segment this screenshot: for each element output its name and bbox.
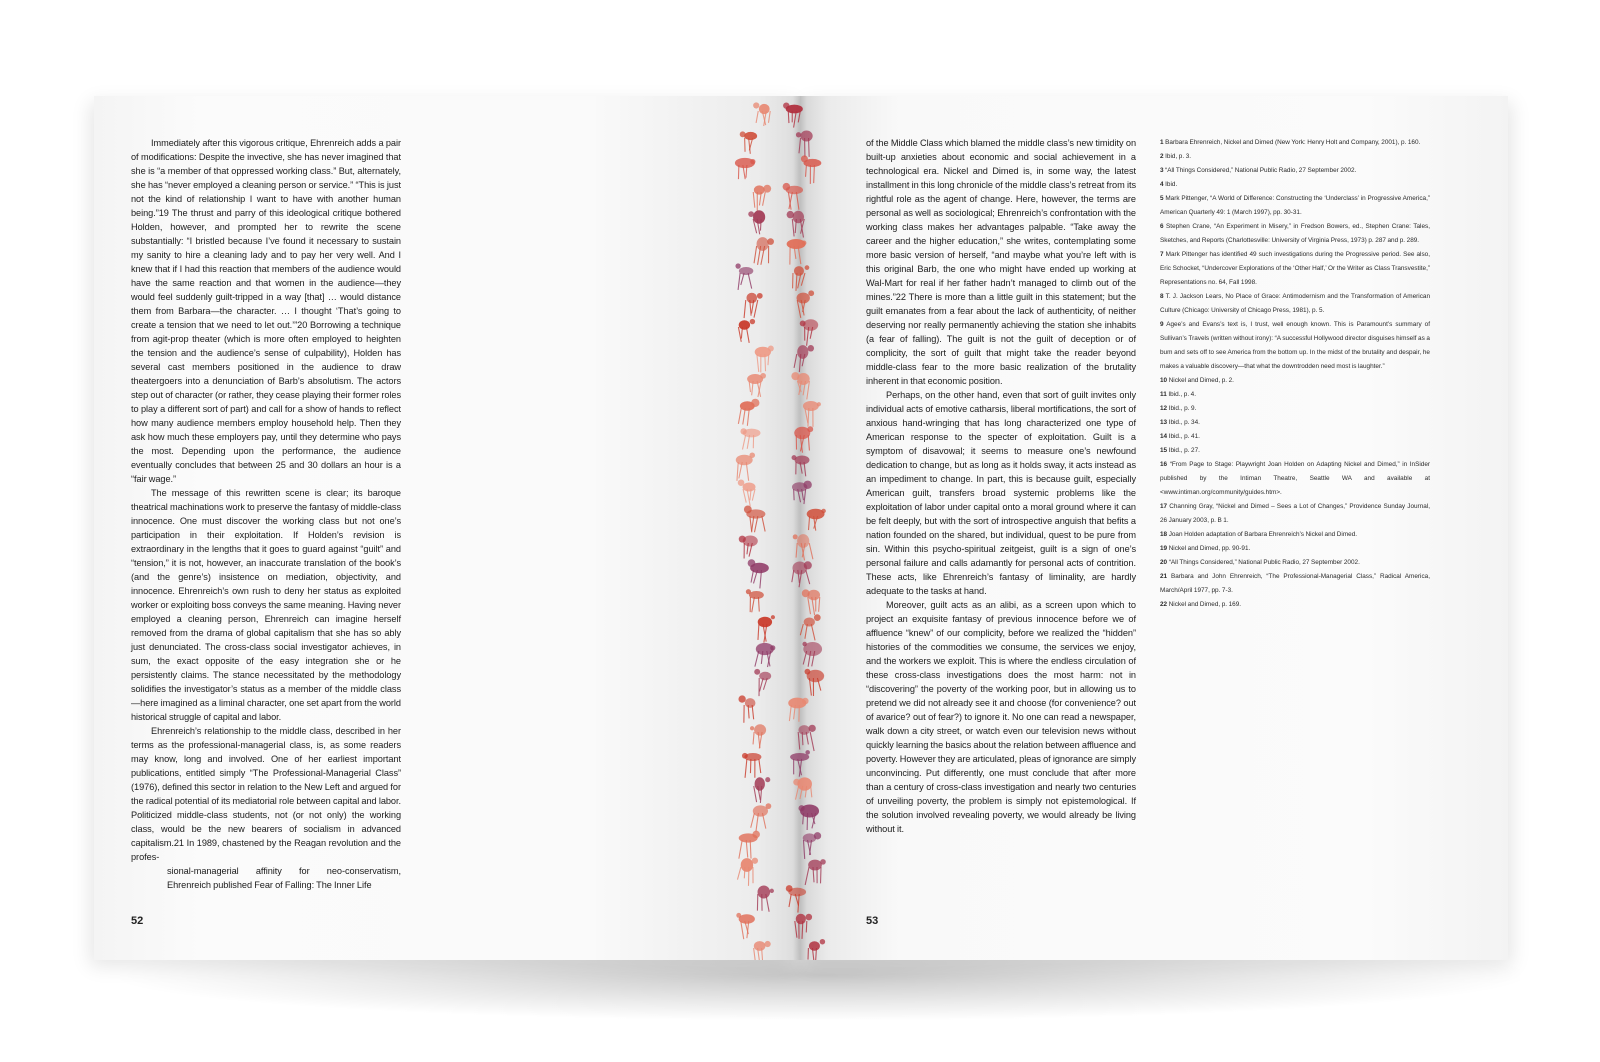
endnote-number: 3 xyxy=(1160,167,1164,174)
figure-mark xyxy=(739,535,758,558)
endnote-text: Ibid., p. 41. xyxy=(1168,433,1200,440)
endnote-number: 18 xyxy=(1160,531,1168,538)
endnote-text: Ibid., p. 34. xyxy=(1168,419,1200,426)
figure-mark xyxy=(802,642,822,667)
endnote-number: 5 xyxy=(1160,195,1164,202)
endnote-text: T. J. Jackson Lears, No Place of Grace: Antimodernism and the Transformation of American Culture (Chicago: University of Chicago Press, 1981), p. 5. xyxy=(1160,293,1430,314)
endnote-number: 12 xyxy=(1160,405,1168,412)
endnote xyxy=(1160,430,1430,444)
figure-mark xyxy=(738,319,755,343)
endnote-text: “All Things Considered,” National Public Radio, 27 September 2002. xyxy=(1165,167,1357,174)
endnote-number: 16 xyxy=(1160,461,1168,468)
figure-mark xyxy=(792,561,812,587)
body-paragraph: sional-managerial affinity for neo-conservatism, Ehrenreich published Fear of Falling: The Inner Life xyxy=(167,866,401,890)
figure-mark xyxy=(740,131,757,153)
endnote-number: 15 xyxy=(1160,447,1168,454)
figure-mark xyxy=(754,669,771,696)
right-body-column xyxy=(866,136,1136,836)
figure-mark xyxy=(793,265,810,291)
figure-mark xyxy=(791,372,809,399)
endnote-number: 9 xyxy=(1160,321,1164,328)
endnote-text: “All Things Considered,” National Public Radio, 27 September 2002. xyxy=(1168,559,1360,566)
figure-mark xyxy=(792,455,810,476)
figure-mark xyxy=(735,158,756,179)
endnote-number: 10 xyxy=(1160,377,1168,384)
endnote xyxy=(1160,136,1430,150)
endnote xyxy=(1160,164,1430,178)
figure-mark xyxy=(783,102,803,127)
figure-mark xyxy=(757,886,774,912)
figure-mark xyxy=(797,290,815,318)
endnote-number: 14 xyxy=(1160,433,1168,440)
endnote-number: 19 xyxy=(1160,545,1168,552)
figure-mark xyxy=(736,913,755,939)
endnote xyxy=(1160,402,1430,416)
endnote xyxy=(1160,444,1430,458)
endnote-number: 8 xyxy=(1160,293,1164,300)
endnote-number: 2 xyxy=(1160,153,1164,160)
figure-mark xyxy=(753,102,770,126)
endnote-text: Agee’s and Evans’s text is, I trust, well enough known. This is Paramount’s summary of Sullivan’s Travels (written without irony): “A successful Hollywood director disguises himself as a bum and sets off to see America from the bottom up. In the midst of the brutality and despair, he makes a valuable discovery—that what the downtrodden need most is laughter.” xyxy=(1160,321,1430,370)
figure-mark xyxy=(800,319,818,346)
endnote xyxy=(1160,528,1430,542)
endnote-number: 6 xyxy=(1160,223,1164,230)
figure-mark xyxy=(801,155,821,184)
figure-mark xyxy=(751,803,772,831)
endnote-number: 4 xyxy=(1160,181,1164,188)
figure-mark xyxy=(738,695,755,722)
endnote-number: 21 xyxy=(1160,573,1168,580)
endnote-number: 7 xyxy=(1160,251,1164,258)
figure-illustration-strip-right xyxy=(780,96,830,960)
figure-mark xyxy=(800,614,820,640)
endnote xyxy=(1160,458,1430,500)
left-body-column xyxy=(131,136,401,892)
endnote-text: Mark Pittenger, “A World of Difference: Constructing the ‘Underclass’ in Progressive America,” American Quarterly 49: 1 (March 1997), pp. 30-31. xyxy=(1160,195,1430,216)
endnote-number: 20 xyxy=(1160,559,1168,566)
endnote-number: 1 xyxy=(1160,139,1164,146)
endnote xyxy=(1160,598,1430,612)
endnote xyxy=(1160,192,1430,220)
endnote-text: Mark Pittenger has identified 49 such investigations during the Progressive period. See also, Eric Schocket, “Undercover Explorations of the ‘Other Half,’ Or the Writer as Class Transvestite,” Representations no. 64, Fall 1998. xyxy=(1160,251,1431,286)
figure-mark xyxy=(793,777,812,799)
figure-mark xyxy=(758,615,775,643)
figure-mark xyxy=(798,804,819,830)
figure-illustration-strip-left xyxy=(730,96,780,960)
endnote-text: “From Page to Stage: Playwright Joan Holden on Adapting Nickel and Dimed,” in InSider published by the Intiman Theatre, Seattle WA and available at <www.intiman.org/community/guides.htm>. xyxy=(1160,461,1431,496)
endnote xyxy=(1160,178,1430,192)
figure-mark xyxy=(737,858,758,886)
endnote-text: Ibid, p. 3. xyxy=(1165,153,1192,160)
figure-mark xyxy=(795,914,812,939)
body-paragraph: of the Middle Class which blamed the middle class’s new timidity on built-up anxieties about economic and social achievement in a technological era. Nickel and Dimed is, in some way, the latest installment in this long chronicle of the middle class’s retreat from its rightful role as the agent of change. Here, however, the terms are personal as well as sociological; Ehrenreich’s confrontation with the working class makes her advantages palpable. “Take away the career and the higher education,” she writes, contemplating some more basic version of herself, “and maybe what you’re left with is this original Barb, the one who might have ended up working at Wal-Mart for real if her father hadn’t managed to climb out of the mines.”22 There is more than a little guilt in this statement; but the guilt emanates from a fear about the lack of authenticity, of neither deserving nor really permanently achieving the station she inhabits (a fear of falling). The guilt is not the guilt of deception or of complicity, the sort of guilt that might take the reader beyond middle-class fear to the more basic realization of the brutality inherent in that economic position. xyxy=(866,138,1136,386)
body-paragraph: Immediately after this vigorous critique, Ehrenreich adds a pair of modifications: Despite the invective, she has never imagined that she is “a member of that oppressed working class.” But, alternately, she has “never employed a cleaning person or service.” “This is just not the kind of relationship I want to have with another human being.”19 The thrust and parry of this ideological critique bothered Holden, however, and prompted her to rewrite the scene substantially: “I bristled because I’ve found it necessary to sustain my sanity to hire a cleaning lady and to pay her very well. And I knew that if I had this reaction that members of the audience would have the same reaction and that women in the audience—they would feel suddenly guilt-tripped in a way [that] … would distance them from Barbara—the character. … I thought ‘That’s going to create a tension that we need to let out.’”20 Borrowing a technique from agit-prop theater (which is more often employed to heighten the tension and the audience’s sense of culpability), Holden has several cast members positioned in the audience to draw theatergoers into a denunciation of Barb’s absolutism. The actors step out of character (or rather, they cease playing their former roles to play a different sort of part) and call for a show of hands to reflect how many audience members employ household help. Then they ask how much these employers pay, until they determine who pays the most. Depending upon the performance, the audience eventually concludes that between 25 and 30 dollars an hour is a “fair wage.” xyxy=(131,138,401,484)
figure-mark xyxy=(754,941,771,960)
endnote xyxy=(1160,374,1430,388)
endnote xyxy=(1160,416,1430,430)
figure-mark xyxy=(793,534,813,560)
figure-mark xyxy=(796,130,813,156)
endnote-number: 11 xyxy=(1160,391,1167,398)
figure-mark xyxy=(807,509,826,531)
figure-mark xyxy=(754,777,771,803)
endnote-text: Barbara and John Ehrenreich, “The Professional-Managerial Class,” Radical America, March/April 1977, pp. 7-3. xyxy=(1160,573,1430,594)
endnote-text: Joan Holden adaptation of Barbara Ehrenreich’s Nickel and Dimed. xyxy=(1168,531,1358,538)
figure-mark xyxy=(742,753,761,778)
endnote-text: Stephen Crane, “An Experiment in Misery,” in Fredson Bowers, ed., Stephen Crane: Tales, Sketches, and Reports (Charlottesville: University of Virginia Press, 1973) p. 287 and p. 289. xyxy=(1160,223,1430,244)
figure-mark xyxy=(750,724,766,748)
endnote-text: Nickel and Dimed, p. 169. xyxy=(1168,601,1242,608)
endnote-text: Ibid., p. 27. xyxy=(1168,447,1200,454)
endnote-text: Channing Gray, “Nickel and Dimed – Sees a Lot of Changes,” Providence Sunday Journal, 26 January 2003, p. B 1. xyxy=(1160,503,1430,524)
endnote xyxy=(1160,290,1430,318)
endnote-text: Barbara Ehrenreich, Nickel and Dimed (New York: Henry Holt and Company, 2001), p. 160. xyxy=(1165,139,1421,146)
endnote-text: Ibid., p. 9. xyxy=(1168,405,1197,412)
figure-illustration-left xyxy=(730,96,780,960)
endnote xyxy=(1160,500,1430,528)
figure-mark xyxy=(805,859,826,885)
endnote-text: Nickel and Dimed, p. 2. xyxy=(1168,377,1234,384)
figure-mark xyxy=(755,643,775,667)
figure-mark xyxy=(783,183,803,210)
figure-mark xyxy=(748,559,769,588)
figure-mark xyxy=(792,481,812,504)
figure-mark xyxy=(738,479,756,506)
body-paragraph: The message of this rewritten scene is clear; its baroque theatrical machinations work to preserve the fantasy of middle-class innocence. One must discover the working class but not one’s participation in their exploitation. If Holden’s revision is extraordinary in the lengths that it goes to guard against “guilt” and “tension,” it is not, however, an inaccurate translation of the book’s (and the genre’s) insistence on mediation, objectivity, and innocence. Ehrenreich’s own rush to deny her status as exploited worker or exploiting boss conveys the same meaning. Having never employed a cleaning person, Ehrenreich can imagine herself removed from the drama of global capitalism that she has so ably just denunciated. The cross-class social investigator achieves, in sum, the exact opposite of the easy integration she or he persistently claims. The stance necessitated by the methodology solidifies the investigator’s status as a member of the middle class—here imagined as a liminal character, one set apart from the world historical struggle of capital and labor. xyxy=(131,488,401,722)
figure-mark xyxy=(736,452,755,480)
figure-mark xyxy=(735,263,753,290)
figure-mark xyxy=(790,750,810,777)
endnote xyxy=(1160,388,1430,402)
figure-mark xyxy=(755,345,774,372)
figure-mark xyxy=(738,399,759,426)
figure-mark xyxy=(803,832,821,859)
figure-mark xyxy=(803,401,821,427)
body-paragraph: Perhaps, on the other hand, even that sort of guilt invites only individual acts of emotive catharsis, liberal mortifications, the sort of anxious hand-wringing that has long characterized one type of American response to the specter of exploitation. Guilt is a symptom of disavowal; it seems to measure one’s newfound dedication to change, but as long as it holds sway, it acts instead as an impediment to change. In part, this is because guilt, especially American guilt, transfers broad systemic problems like the exploitation of labor under capital onto a moral ground where it can be felt deeply, but with the sort of introspective anguish that befits a nation founded on the shared, but individual, quest to be pure from sin. Within this psycho-spiritual zeitgeist, guilt is a sign of one’s personal failure and calls adamantly for personal acts of contrition. These acts, like Ehrenreich’s fantasy of liminality, are hardly adequate to the tasks at hand. xyxy=(866,390,1136,596)
endnote xyxy=(1160,150,1430,164)
figure-mark xyxy=(805,669,825,696)
body-paragraph: Ehrenreich’s relationship to the middle class, described in her terms as the professional-managerial class, is, as some readers may know, long and involved. One of her earliest important publications, entitled simply “The Professional-Managerial Class” (1976), defined this sector in relation to the New Left and argued for the radical potential of its mediatorial role between capital and labor. Politicized middle-class students, not (or not only) the working class, would be the new bearers of socialism in advanced capitalism.21 In 1989, chastened by the Reagan revolution and the profes- xyxy=(131,726,401,862)
endnote-number: 17 xyxy=(1160,503,1168,510)
body-paragraph: Moreover, guilt acts as an alibi, as a screen upon which to project an exquisite fantasy of previous innocence before we of affluence “knew” of our complicity, before we realized the “hidden” histories of the commodities we consume, the services we enjoy, and the workers we exploit. This is where the endless circulation of these cross-class investigations does the most harm: not in “discovering” the poverty of the working poor, but in allowing us to pretend we did not already see it and choose (for convenience? out of avarice? out of fear?) to ignore it. No one can read a newspaper, walk down a city street, or watch even our television news without quickly learning the basics about the relation between affluence and poverty. However they are articulated, pleas of ignorance are simply unconvincing. Put differently, one must conclude that after more than a century of cross-class investigation and nearly two centuries of unveiling poverty, the problem is simply not epistemological. If the solution involved revealing poverty, we would already be living without it. xyxy=(866,600,1137,834)
figure-mark xyxy=(802,589,820,615)
endnote xyxy=(1160,542,1430,556)
endnote-text: Ibid., p. 4. xyxy=(1168,391,1197,398)
endnote-text: Ibid. xyxy=(1165,181,1178,188)
endnote xyxy=(1160,248,1430,290)
endnote-number: 22 xyxy=(1160,601,1168,608)
figure-mark xyxy=(744,506,765,533)
endnote-number: 13 xyxy=(1160,419,1168,426)
figure-illustration-right xyxy=(780,96,830,960)
figure-mark xyxy=(798,725,816,751)
endnotes-column xyxy=(1160,136,1430,612)
endnote xyxy=(1160,318,1430,374)
figure-mark xyxy=(787,211,805,238)
figure-mark xyxy=(794,345,814,372)
figure-mark xyxy=(747,373,766,397)
figure-mark xyxy=(794,426,813,452)
figure-mark xyxy=(753,185,771,211)
figure-mark xyxy=(788,698,808,722)
figure-mark xyxy=(740,428,760,449)
figure-mark xyxy=(746,589,764,612)
figure-mark xyxy=(744,293,763,318)
endnote-text: Nickel and Dimed, pp. 90-91. xyxy=(1168,545,1251,552)
figure-mark xyxy=(786,885,806,912)
figure-mark xyxy=(808,939,825,960)
figure-mark xyxy=(748,210,765,234)
page-number-left: 52 xyxy=(131,915,144,927)
endnote xyxy=(1160,556,1430,570)
figure-mark xyxy=(739,831,760,859)
endnote xyxy=(1160,570,1430,598)
figure-mark xyxy=(754,237,774,265)
figure-mark xyxy=(787,239,807,265)
endnote xyxy=(1160,220,1430,248)
page-number-right: 53 xyxy=(866,915,879,927)
